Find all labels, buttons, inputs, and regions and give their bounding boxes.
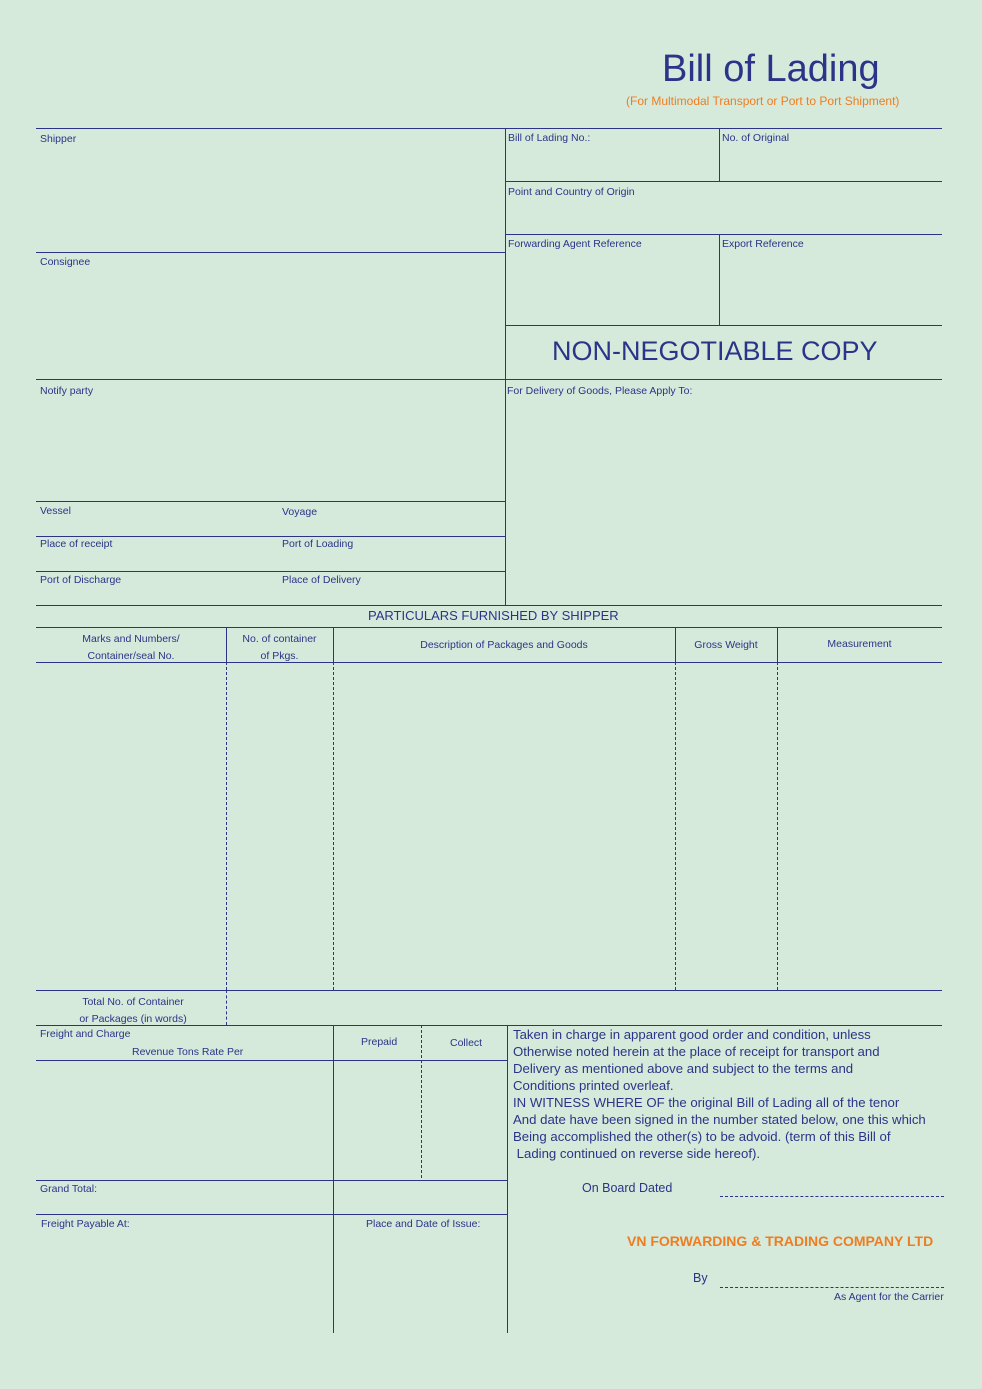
place-date-of-issue-label: Place and Date of Issue:: [366, 1218, 481, 1230]
terms-line: And date have been signed in the number stated below, one this which: [513, 1112, 926, 1127]
on-board-dated-label: On Board Dated: [582, 1181, 673, 1195]
terms-line: Delivery as mentioned above and subject to the terms and: [513, 1061, 854, 1076]
non-negotiable-copy-stamp: NON-NEGOTIABLE COPY: [552, 336, 878, 366]
column-header-gross-weight: Gross Weight: [694, 639, 758, 651]
revenue-tons-label: Revenue Tons Rate Per: [132, 1046, 244, 1058]
by-label: By: [693, 1271, 708, 1285]
terms-line: IN WITNESS WHERE OF the original Bill of Lading all of the tenor: [513, 1095, 900, 1110]
shipper-label: Shipper: [40, 133, 77, 145]
notify-party-label: Notify party: [40, 385, 94, 397]
consignee-label: Consignee: [40, 256, 91, 268]
terms-line: Taken in charge in apparent good order and condition, unless: [513, 1027, 871, 1042]
agent-for-carrier-label: As Agent for the Carrier: [834, 1291, 944, 1303]
column-header-marks: [36, 631, 226, 665]
column-header-marks-line1: Marks and Numbers/: [82, 633, 180, 645]
column-header-description: Description of Packages and Goods: [420, 639, 588, 651]
export-reference-label: Export Reference: [722, 238, 804, 250]
grand-total-label: Grand Total:: [40, 1183, 98, 1195]
total-packages-label: [36, 994, 230, 1028]
column-header-measurement: Measurement: [827, 638, 892, 650]
freight-payable-at-label: Freight Payable At:: [41, 1218, 130, 1230]
column-header-containers: [226, 631, 333, 665]
particulars-section-title: PARTICULARS FURNISHED BY SHIPPER: [368, 608, 619, 623]
terms-line: Otherwise noted herein at the place of receipt for transport and: [513, 1044, 880, 1059]
company-name: VN FORWARDING & TRADING COMPANY LTD: [627, 1233, 934, 1249]
signature-line: [720, 1287, 944, 1288]
forwarding-agent-reference-label: Forwarding Agent Reference: [508, 238, 642, 250]
point-of-origin-label: Point and Country of Origin: [508, 186, 635, 198]
total-packages-line2: or Packages (in words): [79, 1013, 187, 1025]
prepaid-label: Prepaid: [361, 1036, 398, 1048]
number-of-original-label: No. of Original: [722, 132, 790, 144]
total-packages-line1: Total No. of Container: [82, 996, 184, 1008]
bl-number-label: Bill of Lading No.:: [508, 132, 591, 144]
freight-and-charge-label: Freight and Charge: [40, 1028, 131, 1040]
vessel-label: Vessel: [40, 505, 71, 517]
port-of-loading-label: Port of Loading: [282, 538, 354, 550]
collect-label: Collect: [450, 1037, 483, 1049]
place-of-delivery-label: Place of Delivery: [282, 574, 361, 586]
terms-line: Conditions printed overleaf.: [513, 1078, 674, 1093]
terms-line: Being accomplished the other(s) to be advoid. (term of this Bill of: [513, 1129, 891, 1144]
voyage-label: Voyage: [282, 506, 318, 518]
delivery-apply-label: For Delivery of Goods, Please Apply To:: [507, 385, 693, 397]
terms-line: Lading continued on reverse side hereof).: [513, 1146, 761, 1161]
on-board-date-line: [720, 1196, 944, 1197]
column-header-marks-line2: Container/seal No.: [87, 650, 175, 662]
port-of-discharge-label: Port of Discharge: [40, 574, 122, 586]
place-of-receipt-label: Place of receipt: [40, 538, 113, 550]
column-header-containers-line2: of Pkgs.: [260, 650, 299, 662]
column-header-containers-line1: No. of container: [242, 633, 317, 645]
terms-and-conditions: [513, 1026, 926, 1162]
document-subtitle: (For Multimodal Transport or Port to Port Shipment): [626, 94, 900, 108]
document-title: Bill of Lading: [662, 48, 880, 90]
